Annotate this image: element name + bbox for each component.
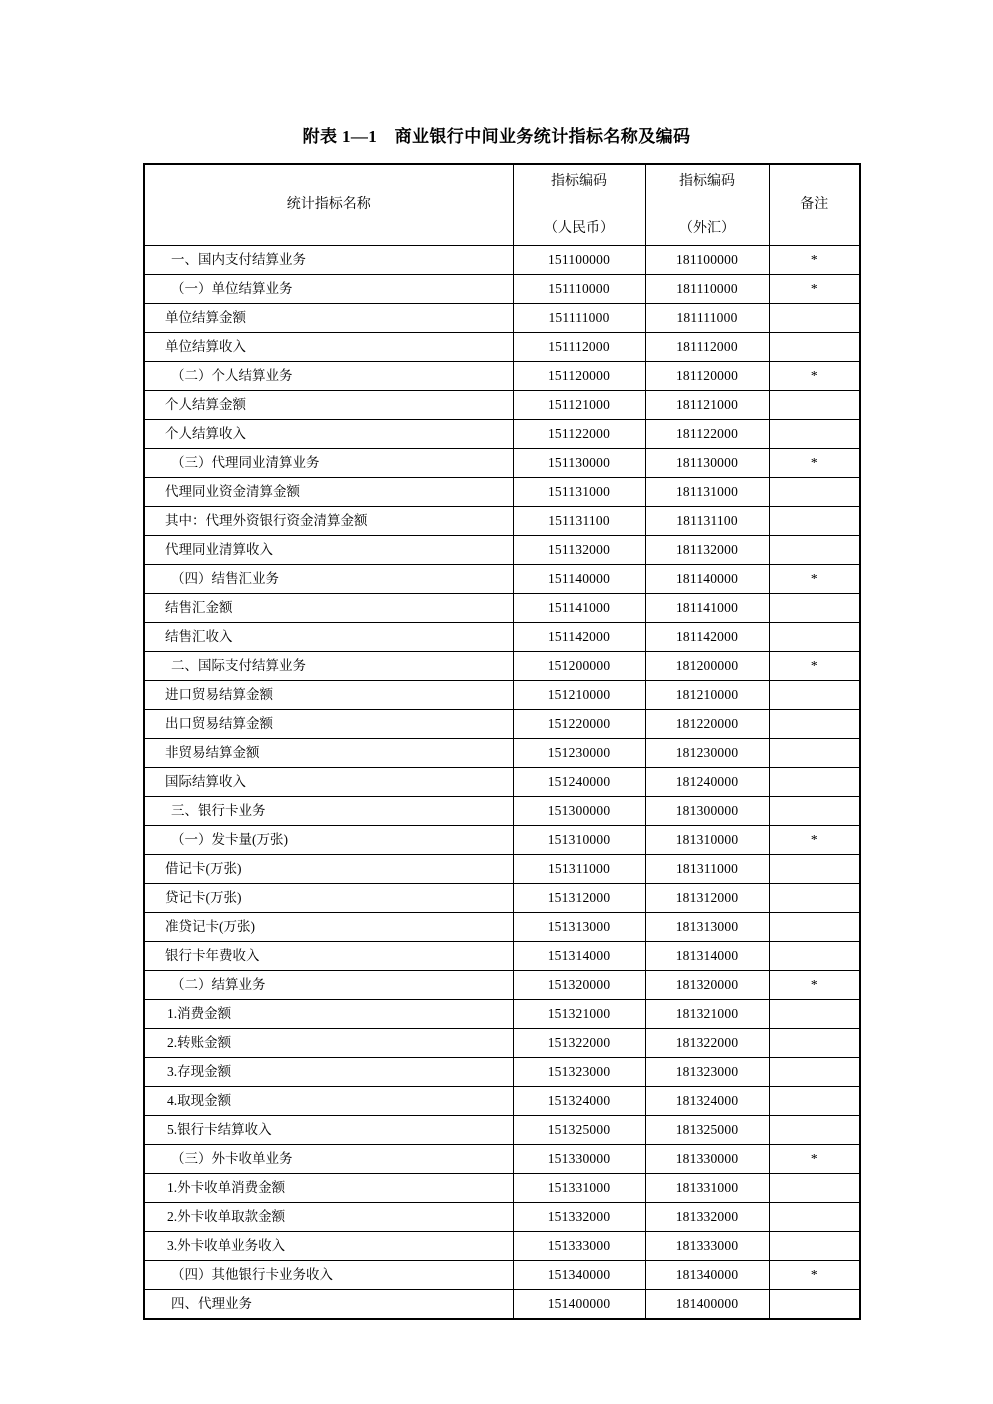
cell-code-fx: 181120000 <box>645 362 769 391</box>
cell-code-rmb: 151314000 <box>513 942 645 971</box>
cell-code-fx: 181121000 <box>645 391 769 420</box>
column-header-note-label: 备注 <box>800 196 829 212</box>
cell-code-rmb: 151110000 <box>513 275 645 304</box>
cell-code-fx: 181100000 <box>645 246 769 275</box>
table-row <box>144 739 860 768</box>
cell-note <box>769 1029 860 1058</box>
cell-note: * <box>769 652 860 681</box>
cell-note <box>769 1174 860 1203</box>
cell-indicator-name: （二）个人结算业务 <box>144 362 513 391</box>
table-row <box>144 884 860 913</box>
indicator-table-wrapper <box>143 163 859 1320</box>
cell-code-rmb: 151140000 <box>513 565 645 594</box>
cell-indicator-name: 四、代理业务 <box>144 1290 513 1319</box>
column-header-code-rmb <box>513 164 645 246</box>
column-header-code-fx <box>645 164 769 246</box>
cell-note: * <box>769 362 860 391</box>
cell-indicator-name: 代理同业清算收入 <box>144 536 513 565</box>
cell-code-fx: 181321000 <box>645 1000 769 1029</box>
cell-indicator-name: 单位结算收入 <box>144 333 513 362</box>
cell-indicator-name: 准贷记卡(万张) <box>144 913 513 942</box>
cell-indicator-name: 结售汇金额 <box>144 594 513 623</box>
cell-code-fx: 181130000 <box>645 449 769 478</box>
cell-note: * <box>769 1145 860 1174</box>
cell-indicator-name: （三）外卡收单业务 <box>144 1145 513 1174</box>
cell-note <box>769 1058 860 1087</box>
cell-note <box>769 594 860 623</box>
table-header-row <box>144 164 860 246</box>
cell-code-fx: 181324000 <box>645 1087 769 1116</box>
table-row <box>144 710 860 739</box>
table-row <box>144 246 860 275</box>
cell-code-fx: 181400000 <box>645 1290 769 1319</box>
cell-code-rmb: 151220000 <box>513 710 645 739</box>
cell-note <box>769 710 860 739</box>
cell-code-fx: 181332000 <box>645 1203 769 1232</box>
cell-code-fx: 181140000 <box>645 565 769 594</box>
table-row <box>144 507 860 536</box>
cell-note: * <box>769 1261 860 1290</box>
cell-code-fx: 181131000 <box>645 478 769 507</box>
table-row <box>144 1174 860 1203</box>
cell-code-rmb: 151321000 <box>513 1000 645 1029</box>
cell-code-rmb: 151324000 <box>513 1087 645 1116</box>
cell-code-rmb: 151210000 <box>513 681 645 710</box>
cell-indicator-name: 结售汇收入 <box>144 623 513 652</box>
cell-note <box>769 1116 860 1145</box>
cell-code-rmb: 151200000 <box>513 652 645 681</box>
page-title: 附表 1—1 商业银行中间业务统计指标名称及编码 <box>302 127 691 146</box>
cell-code-rmb: 151322000 <box>513 1029 645 1058</box>
cell-code-rmb: 151120000 <box>513 362 645 391</box>
table-row <box>144 797 860 826</box>
cell-note <box>769 1203 860 1232</box>
cell-code-fx: 181314000 <box>645 942 769 971</box>
cell-note <box>769 507 860 536</box>
cell-indicator-name: 三、银行卡业务 <box>144 797 513 826</box>
table-row <box>144 1029 860 1058</box>
table-row <box>144 768 860 797</box>
table-row <box>144 1290 860 1319</box>
cell-code-rmb: 151131100 <box>513 507 645 536</box>
cell-indicator-name: 1.消费金额 <box>144 1000 513 1029</box>
table-header <box>144 164 860 246</box>
cell-code-rmb: 151111000 <box>513 304 645 333</box>
cell-indicator-name: （一）发卡量(万张) <box>144 826 513 855</box>
table-row <box>144 536 860 565</box>
cell-indicator-name: 借记卡(万张) <box>144 855 513 884</box>
cell-note <box>769 1290 860 1319</box>
cell-code-rmb: 151100000 <box>513 246 645 275</box>
column-header-code-fx-line2: （外汇） <box>679 221 735 237</box>
cell-code-fx: 181320000 <box>645 971 769 1000</box>
cell-indicator-name: 二、国际支付结算业务 <box>144 652 513 681</box>
cell-code-fx: 181112000 <box>645 333 769 362</box>
table-row <box>144 1232 860 1261</box>
cell-indicator-name: 4.取现金额 <box>144 1087 513 1116</box>
cell-code-fx: 181333000 <box>645 1232 769 1261</box>
cell-code-rmb: 151331000 <box>513 1174 645 1203</box>
cell-note <box>769 884 860 913</box>
cell-note <box>769 797 860 826</box>
cell-code-rmb: 151313000 <box>513 913 645 942</box>
cell-note <box>769 623 860 652</box>
table-row <box>144 1203 860 1232</box>
cell-indicator-name: 5.银行卡结算收入 <box>144 1116 513 1145</box>
table-row <box>144 478 860 507</box>
table-row <box>144 826 860 855</box>
cell-indicator-name: 其中：代理外资银行资金清算金额 <box>144 507 513 536</box>
table-row <box>144 971 860 1000</box>
cell-code-fx: 181132000 <box>645 536 769 565</box>
cell-code-fx: 181331000 <box>645 1174 769 1203</box>
cell-note: * <box>769 565 860 594</box>
cell-note <box>769 855 860 884</box>
cell-code-fx: 181122000 <box>645 420 769 449</box>
column-header-code-rmb-line1: 指标编码 <box>551 174 607 189</box>
cell-code-fx: 181111000 <box>645 304 769 333</box>
cell-code-rmb: 151320000 <box>513 971 645 1000</box>
cell-code-rmb: 151130000 <box>513 449 645 478</box>
cell-code-fx: 181240000 <box>645 768 769 797</box>
cell-code-rmb: 151240000 <box>513 768 645 797</box>
column-header-indicator-name <box>144 164 513 246</box>
cell-code-rmb: 151131000 <box>513 478 645 507</box>
cell-indicator-name: 3.外卡收单业务收入 <box>144 1232 513 1261</box>
cell-code-rmb: 151142000 <box>513 623 645 652</box>
table-row <box>144 565 860 594</box>
cell-code-rmb: 151332000 <box>513 1203 645 1232</box>
cell-code-fx: 181110000 <box>645 275 769 304</box>
table-row <box>144 681 860 710</box>
cell-code-rmb: 151333000 <box>513 1232 645 1261</box>
cell-note <box>769 739 860 768</box>
cell-code-rmb: 151300000 <box>513 797 645 826</box>
cell-code-fx: 181200000 <box>645 652 769 681</box>
cell-code-rmb: 151230000 <box>513 739 645 768</box>
cell-code-fx: 181312000 <box>645 884 769 913</box>
cell-note <box>769 478 860 507</box>
cell-code-fx: 181300000 <box>645 797 769 826</box>
cell-note: * <box>769 275 860 304</box>
table-row <box>144 623 860 652</box>
column-header-code-rmb-line2: （人民币） <box>544 221 614 237</box>
cell-indicator-name: （一）单位结算业务 <box>144 275 513 304</box>
cell-code-fx: 181323000 <box>645 1058 769 1087</box>
cell-code-fx: 181210000 <box>645 681 769 710</box>
cell-note <box>769 1000 860 1029</box>
table-row <box>144 362 860 391</box>
cell-indicator-name: 银行卡年费收入 <box>144 942 513 971</box>
cell-code-rmb: 151330000 <box>513 1145 645 1174</box>
cell-note <box>769 913 860 942</box>
cell-code-rmb: 151323000 <box>513 1058 645 1087</box>
cell-code-fx: 181313000 <box>645 913 769 942</box>
cell-note <box>769 942 860 971</box>
cell-indicator-name: 一、国内支付结算业务 <box>144 246 513 275</box>
table-row <box>144 652 860 681</box>
cell-indicator-name: 进口贸易结算金额 <box>144 681 513 710</box>
table-row <box>144 1000 860 1029</box>
cell-code-fx: 181220000 <box>645 710 769 739</box>
cell-code-rmb: 151310000 <box>513 826 645 855</box>
table-row <box>144 1261 860 1290</box>
table-row <box>144 1058 860 1087</box>
cell-code-fx: 181340000 <box>645 1261 769 1290</box>
cell-note <box>769 681 860 710</box>
cell-indicator-name: 国际结算收入 <box>144 768 513 797</box>
cell-indicator-name: 非贸易结算金额 <box>144 739 513 768</box>
cell-code-rmb: 151122000 <box>513 420 645 449</box>
cell-code-rmb: 151132000 <box>513 536 645 565</box>
cell-indicator-name: 2.转账金额 <box>144 1029 513 1058</box>
cell-note: * <box>769 826 860 855</box>
cell-indicator-name: 个人结算金额 <box>144 391 513 420</box>
cell-code-fx: 181230000 <box>645 739 769 768</box>
cell-note <box>769 304 860 333</box>
cell-note <box>769 420 860 449</box>
table-row <box>144 594 860 623</box>
table-row <box>144 275 860 304</box>
indicator-code-table <box>143 163 861 1320</box>
cell-note <box>769 536 860 565</box>
cell-indicator-name: 出口贸易结算金额 <box>144 710 513 739</box>
table-row <box>144 942 860 971</box>
cell-note: * <box>769 449 860 478</box>
cell-note <box>769 391 860 420</box>
table-row <box>144 391 860 420</box>
table-row <box>144 1145 860 1174</box>
table-row <box>144 304 860 333</box>
column-header-indicator-name-label: 统计指标名称 <box>286 196 371 212</box>
table-body <box>144 246 860 1319</box>
cell-code-fx: 181311000 <box>645 855 769 884</box>
cell-indicator-name: （二）结算业务 <box>144 971 513 1000</box>
table-row <box>144 333 860 362</box>
table-row <box>144 1087 860 1116</box>
cell-code-fx: 181330000 <box>645 1145 769 1174</box>
cell-note: * <box>769 971 860 1000</box>
table-row <box>144 1116 860 1145</box>
cell-note <box>769 1232 860 1261</box>
cell-code-rmb: 151325000 <box>513 1116 645 1145</box>
cell-code-fx: 181131100 <box>645 507 769 536</box>
cell-indicator-name: 2.外卡收单取款金额 <box>144 1203 513 1232</box>
cell-note <box>769 768 860 797</box>
column-header-note <box>769 164 860 246</box>
cell-note <box>769 1087 860 1116</box>
cell-code-rmb: 151311000 <box>513 855 645 884</box>
table-row <box>144 855 860 884</box>
cell-code-fx: 181310000 <box>645 826 769 855</box>
cell-code-rmb: 151340000 <box>513 1261 645 1290</box>
table-row <box>144 913 860 942</box>
cell-indicator-name: 代理同业资金清算金额 <box>144 478 513 507</box>
cell-code-fx: 181325000 <box>645 1116 769 1145</box>
cell-code-rmb: 151312000 <box>513 884 645 913</box>
cell-indicator-name: 单位结算金额 <box>144 304 513 333</box>
cell-indicator-name: （四）结售汇业务 <box>144 565 513 594</box>
cell-indicator-name: （三）代理同业清算业务 <box>144 449 513 478</box>
cell-code-rmb: 151112000 <box>513 333 645 362</box>
cell-indicator-name: （四）其他银行卡业务收入 <box>144 1261 513 1290</box>
cell-indicator-name: 贷记卡(万张) <box>144 884 513 913</box>
cell-code-fx: 181322000 <box>645 1029 769 1058</box>
cell-code-rmb: 151400000 <box>513 1290 645 1319</box>
column-header-code-fx-line1: 指标编码 <box>679 174 735 189</box>
cell-note <box>769 333 860 362</box>
cell-code-rmb: 151141000 <box>513 594 645 623</box>
cell-code-fx: 181141000 <box>645 594 769 623</box>
table-row <box>144 449 860 478</box>
table-row <box>144 420 860 449</box>
cell-code-fx: 181142000 <box>645 623 769 652</box>
cell-note: * <box>769 246 860 275</box>
cell-code-rmb: 151121000 <box>513 391 645 420</box>
cell-indicator-name: 个人结算收入 <box>144 420 513 449</box>
cell-indicator-name: 1.外卡收单消费金额 <box>144 1174 513 1203</box>
cell-indicator-name: 3.存现金额 <box>144 1058 513 1087</box>
